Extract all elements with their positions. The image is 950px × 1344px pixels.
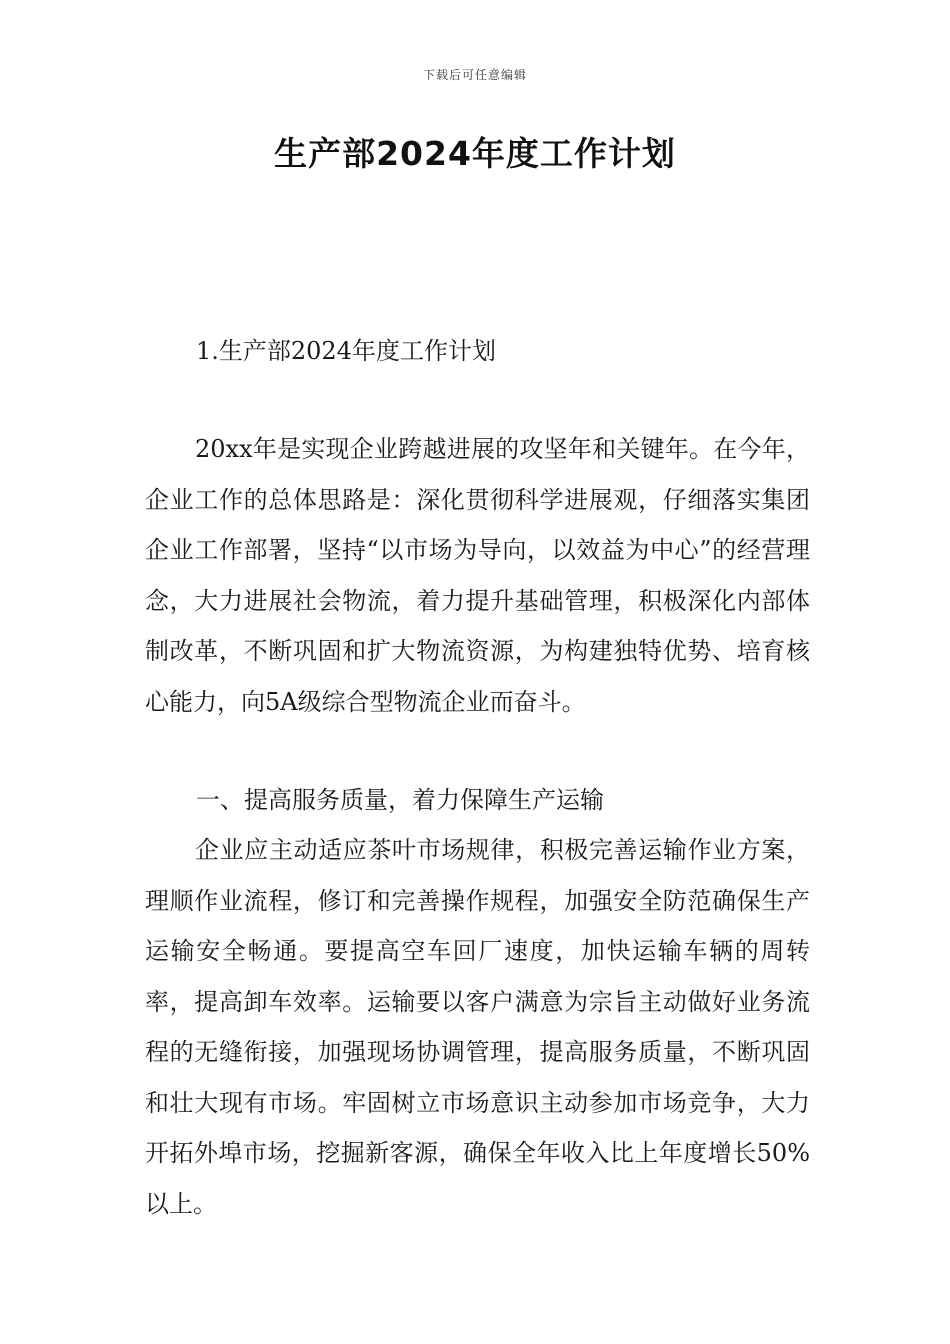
document-title: 生产部2024年度工作计划 — [274, 134, 676, 173]
paragraph-service-quality: 企业应主动适应茶叶市场规律，积极完善运输作业方案，理顺作业流程，修订和完善操作规程，加强安全防范确保生产运输安全畅通。要提高空车回厂速度，加快运输车辆的周转率，提高卸车效率。运输要以客户满意为宗旨主动做好业务流程的无缝衔接，加强现场协调管理，提高服务质量，不断巩固和壮大现有市场。牢固树立市场意识主动参加市场竞争，大力开拓外埠市场，挖掘新客源，确保全年收入比上年度增长50%以上。 — [145, 836, 810, 1218]
header-note: 下载后可任意编辑 — [422, 68, 527, 82]
section-heading: 一、提高服务质量，着力保障生产运输 — [196, 786, 604, 814]
paragraph-intro: 20xx年是实现企业跨越进展的攻坚年和关键年。在今年，企业工作的总体思路是：深化贯彻科学进展观，仔细落实集团企业工作部署，坚持“以市场为导向，以效益为中心”的经营理念，大力进展社会物流，着力提升基础管理，积极深化内部体制改革，不断巩固和扩大物流资源，为构建独特优势、培育核心能力，向5A级综合型物流企业而奋斗。 — [145, 435, 810, 716]
document-subheading: 1.生产部2024年度工作计划 — [196, 337, 496, 365]
